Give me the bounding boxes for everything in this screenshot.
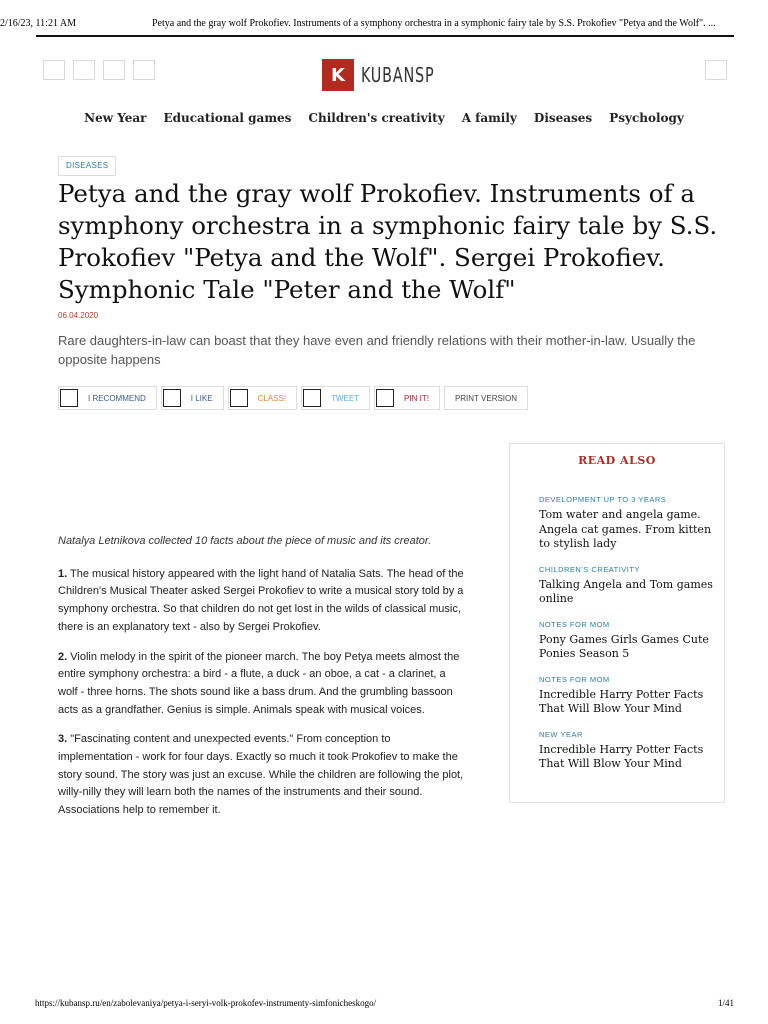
print-datetime: 2/16/23, 11:21 AM — [0, 18, 77, 29]
pinterest-icon — [376, 389, 394, 407]
class-button[interactable] — [228, 386, 297, 410]
odnoklassniki-icon — [230, 389, 248, 407]
paragraph-text: Violin melody in the spirit of the pioneer march. The boy Petya meets almost the entire symphony orchestra: a bird - a flute, a duck - an oboe, a cat - a clarinet, a wolf - three horns. The shots sound like a bass drum. And the grumbling bassoon acts as a grandfather. Genius is simple. Animals speak with musical voices. — [58, 650, 460, 716]
search-icon[interactable] — [705, 60, 727, 80]
paragraph-number: 1. — [58, 567, 68, 580]
vk-icon — [60, 389, 78, 407]
list-item[interactable] — [539, 565, 719, 607]
read-also-category[interactable]: DEVELOPMENT UP TO 3 YEARS — [539, 495, 667, 504]
odnoklassniki-icon[interactable] — [103, 60, 125, 80]
paragraph-number: 3. — [58, 733, 68, 746]
article-intro: Natalya Letnikova collected 10 facts about the piece of music and its creator. — [58, 535, 432, 547]
nav-item-new-year[interactable]: New Year — [84, 111, 147, 125]
paragraph-text: "Fascinating content and unexpected events." From conception to implementation - work for four days. Exactly so much it took Prokofiev to make the story sound. The story was just an excuse. While the children are following the plot, willy-nilly they will learn both the names of the instruments and their sound. Associations help to remember it. — [58, 733, 464, 817]
nav-item-childrens-creativity[interactable]: Children's creativity — [308, 111, 445, 125]
logo-mark: K — [322, 59, 354, 91]
like-label: I LIKE — [190, 393, 213, 403]
nav-item-a-family[interactable]: A family — [461, 111, 517, 125]
nav-item-psychology[interactable]: Psychology — [609, 111, 684, 125]
page-url: https://kubansp.ru/en/zabolevaniya/petya-i-seryi-volk-prokofev-instrumenty-simfonicheskogo/ — [35, 998, 377, 1008]
page-number: 1/41 — [717, 998, 734, 1008]
article-lead: Rare daughters-in-law can boast that they have even and friendly relations with their mother-in-law. Usually the opposite happens — [58, 333, 696, 367]
publish-date: 06.04.2020 — [58, 311, 99, 320]
tweet-label: TWEET — [331, 393, 360, 403]
logo-name: KUBANSP — [361, 63, 435, 87]
twitter-icon[interactable] — [133, 60, 155, 80]
social-icons-top — [43, 60, 155, 80]
nav-item-educational-games[interactable]: Educational games — [163, 111, 292, 125]
header-rule — [36, 35, 734, 37]
print-page-title: Petya and the gray wolf Prokofiev. Instruments of a symphony orchestra in a symphonic fairy tale by S.S. Prokofiev "Petya and the Wolf". ... — [152, 18, 716, 29]
article-paragraph-3 — [58, 731, 464, 820]
tweet-button[interactable] — [301, 386, 370, 410]
nav-item-diseases[interactable]: Diseases — [533, 111, 593, 125]
main-nav — [0, 111, 768, 125]
pin-label: PIN IT! — [404, 393, 429, 403]
read-also-category[interactable]: NEW YEAR — [539, 729, 583, 739]
facebook-icon — [163, 389, 181, 407]
pin-button[interactable] — [374, 386, 440, 410]
paragraph-text: The musical history appeared with the light hand of Natalia Sats. The head of the Children's Musical Theater asked Sergei Prokofiev to write a musical story told by a symphony orchestra. So that children do not get lost in the wilds of classical music, there is an explanatory text - also by Sergei Prokofiev. — [58, 567, 464, 633]
facebook-icon[interactable] — [73, 60, 95, 80]
print-version-button[interactable] — [444, 386, 528, 410]
print-version-label: PRINT VERSION — [454, 393, 518, 403]
vk-icon[interactable] — [43, 60, 65, 80]
read-also-title[interactable]: Incredible Harry Potter Facts That Will Blow Your Mind — [539, 687, 704, 715]
read-also-title[interactable]: Tom water and angela game. Angela cat games. From kitten to stylish lady — [539, 508, 712, 550]
list-item[interactable] — [539, 675, 719, 717]
read-also-title[interactable]: Incredible Harry Potter Facts That Will Blow Your Mind — [539, 742, 704, 770]
read-also-title[interactable]: Talking Angela and Tom games online — [539, 577, 713, 605]
read-also-panel — [509, 443, 725, 803]
recommend-label: I RECOMMEND — [88, 393, 146, 403]
print-header — [0, 0, 768, 40]
paragraph-number: 2. — [58, 650, 68, 663]
list-item[interactable] — [539, 730, 719, 772]
recommend-button[interactable] — [58, 386, 157, 410]
print-footer — [0, 998, 768, 1012]
article-title: Petya and the gray wolf Prokofiev. Instruments of a symphony orchestra in a symphonic fairy tale by S.S. Prokofiev "Petya and the Wolf". Sergei Prokofiev. Symphonic Tale "Peter and the Wolf" — [58, 179, 718, 304]
category-tag[interactable]: DISEASES — [58, 156, 116, 176]
read-also-category[interactable]: NOTES FOR MOM — [539, 619, 610, 629]
article-paragraph-1 — [58, 566, 464, 637]
share-bar — [58, 386, 528, 410]
list-item[interactable] — [539, 495, 719, 552]
list-item[interactable] — [539, 620, 719, 662]
article-paragraph-2 — [58, 649, 464, 720]
read-also-heading: READ ALSO — [578, 454, 656, 467]
read-also-category[interactable]: NOTES FOR MOM — [539, 674, 610, 684]
read-also-title[interactable]: Pony Games Girls Games Cute Ponies Season 5 — [539, 632, 709, 660]
class-label: CLASS! — [257, 393, 287, 403]
twitter-icon — [303, 389, 321, 407]
article-body — [58, 533, 464, 832]
read-also-list — [539, 495, 719, 785]
site-logo[interactable] — [322, 59, 453, 91]
like-button[interactable] — [161, 386, 224, 410]
read-also-category[interactable]: CHILDREN'S CREATIVITY — [539, 564, 640, 574]
